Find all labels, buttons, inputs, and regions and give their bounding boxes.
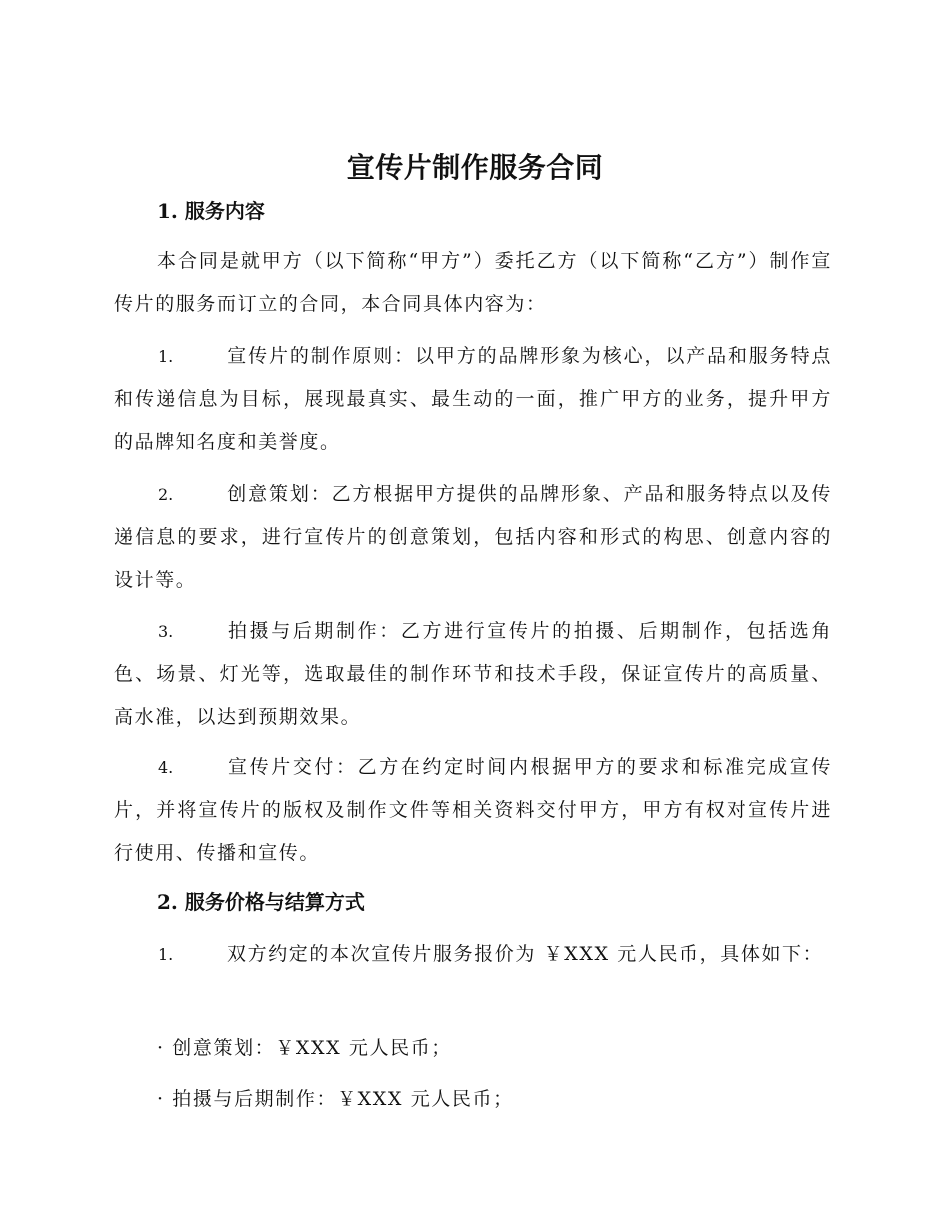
clause-item — [114, 933, 832, 976]
clause-item — [114, 610, 832, 739]
clause-text: 拍摄与后期制作：乙方进行宣传片的拍摄、后期制作，包括选角色、场景、灯光等，选取最佳的制作环节和技术手段，保证宣传片的高质量、高水准，以达到预期效果。 — [114, 620, 832, 728]
clause-number: 3. — [158, 622, 174, 641]
section-heading-pricing: 2. 服务价格与结算方式 — [157, 890, 365, 914]
intro-paragraph: 本合同是就甲方（以下简称“甲方”）委托乙方（以下简称“乙方”）制作宣传片的服务而订立的合同，本合同具体内容为： — [114, 250, 832, 315]
clause-text: 宣传片的制作原则：以甲方的品牌形象为核心，以产品和服务特点和传递信息为目标，展现最真实、最生动的一面，推广甲方的业务，提升甲方的品牌知名度和美誉度。 — [114, 345, 832, 453]
price-bullet-item: · 拍摄与后期制作：￥XXX 元人民币； — [157, 1088, 514, 1110]
clause-number: 4. — [158, 758, 174, 777]
clause-text: 宣传片交付：乙方在约定时间内根据甲方的要求和标准完成宣传片，并将宣传片的版权及制作文件等相关资料交付甲方，甲方有权对宣传片进行使用、传播和宣传。 — [114, 756, 832, 864]
clause-text: 双方约定的本次宣传片服务报价为 ￥XXX 元人民币，具体如下： — [227, 943, 824, 965]
clause-item — [114, 335, 832, 464]
clause-text: 创意策划：乙方根据甲方提供的品牌形象、产品和服务特点以及传递信息的要求，进行宣传片的创意策划，包括内容和形式的构思、创意内容的设计等。 — [114, 483, 832, 591]
clause-item — [114, 473, 832, 602]
clause-number: 2. — [158, 485, 174, 504]
clause-number: 1. — [158, 945, 174, 964]
clause-number: 1. — [158, 347, 174, 366]
section-heading-service-content: 1. 服务内容 — [157, 199, 265, 223]
clause-item — [114, 746, 832, 875]
document-title: 宣传片制作服务合同 — [346, 151, 604, 184]
price-bullet-item: · 创意策划：￥XXX 元人民币； — [157, 1037, 452, 1059]
